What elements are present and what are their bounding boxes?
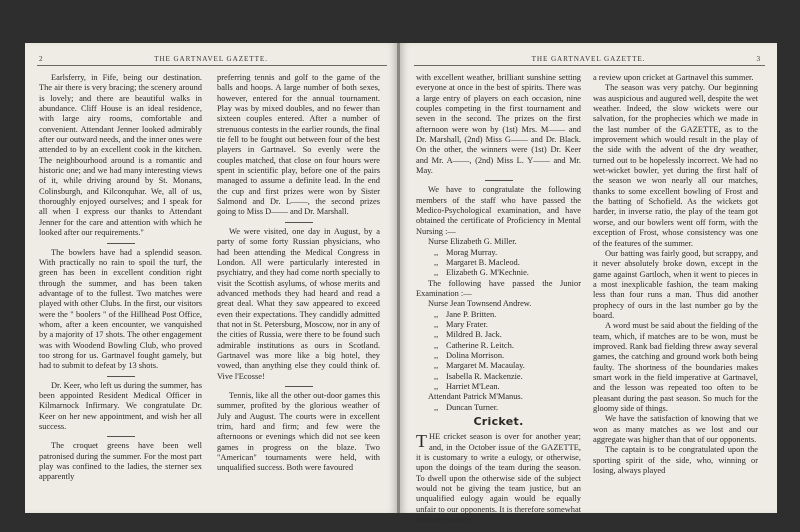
- right-column-2: [593, 73, 758, 476]
- paragraph: preferring tennis and golf to the game of the balls and hoops. A large number of both sexes, however, entered for the annual tournament. Play was by mixed doubles, and no fewer than sixteen couples entered. After a number of strenuous contests in the earlier rounds, the final tie fell to be fought out between four of the best players in Gartnavel. So evenly were the couples matched, that close on four hours were spent in scientific play, before one of the pairs managed to assume a definite lead. In the end the cup and first prizes were won by Sister Salmond and Dr. L——, the second prizes going to Miss D—— and Dr. Marshall.: [217, 73, 380, 217]
- page-number-left: 2: [39, 55, 44, 63]
- junior-list: [416, 299, 581, 413]
- paragraph: THE cricket season is over for another year; and, in the October issue of the GAZETTE, it is customary to write a eulogy, or otherwise, upon the doings of the team during the season. To dwell upon the otherwise side of the subject would not be giving the team justice, but an unqualified eulogy again would be equally unfair to our opponents. It is therefore somewhat difficult to write: [416, 431, 581, 525]
- list-item: Attendant Patrick M'Manus.: [428, 392, 523, 402]
- running-head-right: THE GARTNAVEL GAZETTE.: [531, 55, 646, 63]
- paragraph: with excellent weather, brilliant sunshine setting everyone at once in the best of spirits. There was a large entry of players on each occasion, nine couples competing in the first tournament and seven in the second. The prizes on the first afternoon were won by (1st) Mrs. M—— and Dr. Marshall, (2nd) Miss G—— and Dr. Black. On the other, the winners were (1st) Dr. Keer and Mr. A——, (2nd) Miss L. Y—— and Mr. May.: [416, 73, 581, 176]
- right-column-1: [416, 73, 581, 525]
- list-item: ,, Mildred B. Jack.: [434, 330, 502, 340]
- list-item: Nurse Elizabeth G. Miller.: [428, 237, 517, 247]
- list-item: ,, Catherine R. Leitch.: [434, 340, 514, 350]
- paragraph: The season was very patchy. Our beginning was auspicious and augured well, despite the wet weather. Indeed, the slow wickets were our salvation, for the prophecies which we made in the last number of the GAZETTE, as to the improvement which would result in the play of the side with the advent of the dry weather, turned out to be hopelessly incorrect. We had no wet-wicket bowler, yet during the first half of the season we won nearly all our matches, thanks to some excellent bowling of Frost and the batting of Schofield. As the wickets got harder, in inverse ratio, the play of the team got worse, and our bowlers went off form, with the exception of Frost, whose consistency was one of the features of the summer.: [593, 83, 758, 248]
- paragraph: The captain is to be congratulated upon the sporting spirit of the side, who, winning or losing, always played: [593, 445, 758, 476]
- list-item: ,, Mary Frater.: [434, 319, 488, 329]
- paragraph: The following have passed the Junior Examination :—: [416, 278, 581, 298]
- separator: [107, 436, 135, 437]
- paragraph: Dr. Keer, who left us during the summer, has been appointed Resident Medical Officer in Kilmarnock Infirmary. We congratulate Dr. Keer on her new appointment, and wish her all success.: [39, 380, 202, 431]
- list-item: Nurse Jean Townsend Andrew.: [428, 299, 532, 309]
- list-item: ,, Elizabeth G. M'Kechnie.: [434, 268, 529, 278]
- paragraph: Tennis, like all the other out-door games this summer, profited by the glorious weather of July and August. The courts were in excellent trim, hard and firm; and few were the afternoons or evenings which did not see keen games in progress on the blaze. Two "American" tournaments were held, with unqualified success. Both were favoured: [217, 390, 380, 473]
- header-rule: [37, 65, 387, 66]
- list-item: ,, Harriet M'Lean.: [434, 381, 500, 391]
- paragraph: We have the satisfaction of knowing that we won as many matches as we lost and our aggregate was higher than that of our opponents.: [593, 414, 758, 445]
- separator: [485, 180, 513, 181]
- list-item: ,, Morag Murray.: [434, 247, 498, 257]
- drop-cap: T: [416, 431, 427, 452]
- paragraph: Our batting was fairly good, but scrappy, and it never absolutely broke down, except in the game against Gartloch, when it went to pieces in a most inexplicable fashion, the team making less than four runs a man. Thus did another prophecy of ours in the last number go by the board.: [593, 248, 758, 320]
- left-column-2: [217, 73, 380, 474]
- proficiency-list: [416, 237, 581, 278]
- separator: [107, 376, 135, 377]
- paragraph: We have to congratulate the following members of the staff who have passed the Medico-Psychological examination, and have obtained the certificate of Proficiency in Mental Nursing :—: [416, 185, 581, 236]
- paragraph: The bowlers have had a splendid season. With practically no rain to spoil the turf, the green has been in excellent condition right through the summer, and has been taken advantage of to the fullest. Two matches were played with other Clubs. In the first, our visitors were the " boolers " of the Hillhead Post Office, whom, after a keen encounter, we vanquished by a majority of 17 shots. The other engagement was with Woodend Bowling Club, who proved too strong for us. Gartnavel fought gamely, but had to submit to defeat by 13 shots.: [39, 247, 202, 371]
- right-page: [400, 43, 777, 525]
- list-item: ,, Jane P. Britten.: [434, 309, 497, 319]
- left-page: [25, 43, 397, 513]
- separator: [107, 243, 135, 244]
- separator: [285, 386, 313, 387]
- list-item: ,, Margaret B. Macleod.: [434, 257, 520, 267]
- list-item: ,, Margaret M. Macaulay.: [434, 361, 525, 371]
- cricket-heading: Cricket.: [473, 415, 524, 428]
- paragraph: We were visited, one day in August, by a party of some forty Russian physicians, who had been attending the Medical Congress in London. All were particularly interested in psychiatry, and they had come north specially to visit the Scottish asylums, of whose merits and advanced methods they had heard and read a great deal. What they saw appeared to exceed even their expectations. They candidly admitted that not in St. Petersburg, Moscow, nor in any of the cities of Russia, were there to be found such admirable institutions as ours in Scotland. Gartnavel was more like a big hotel, they vowed, than anything else they could think of. Vive l'Ecosse!: [217, 226, 380, 381]
- running-head-left: THE GARTNAVEL GAZETTE.: [154, 55, 268, 63]
- list-item: ,, Duncan Turner.: [434, 402, 499, 412]
- page-number-right: 3: [756, 55, 761, 63]
- separator: [285, 222, 313, 223]
- left-column-1: [39, 73, 202, 483]
- paragraph: Earlsferry, in Fife, being our destination. The air there is very bracing; the scenery around is lovely; and there are beautiful walks in abundance. Cliff House is an ideal residence, with large airy rooms, comfortable and convenient. Attendant Jenner looked admirably after our outward needs, and the inner ones were attended to by an excellent cook in the kitchen. The neighbourhood around is a romantic and historic one; and we had many interesting views of it, while driving around by St. Monans, Colinsburgh, and Kilconquhar. We, all of us, thoroughly enjoyed ourselves; and I speak for all when I express our thanks to Attendant Jenner for the care and attention with which he looked after our requirements.": [39, 73, 203, 238]
- paragraph: A word must be said about the fielding of the team, which, if matches are to be won, must be improved. Rank bad fielding threw away several games, the catching and ground work both being faulty. The shortness of the boundaries makes smart work in the field imperative at Gartnavel, and the lesson was repeated too often to be pleasant during the past season. So much for the gloomy side of things.: [593, 321, 758, 413]
- paragraph: a review upon cricket at Gartnavel this summer.: [593, 73, 754, 82]
- header-rule: [414, 65, 765, 66]
- list-item: ,, Dolina Morrison.: [434, 350, 505, 360]
- list-item: ,, Isabella R. Mackenzie.: [434, 371, 523, 381]
- paragraph: The croquet greens have been well patronised during the summer. For the most part play was confined to the ladies, the sterner sex apparently: [39, 441, 202, 482]
